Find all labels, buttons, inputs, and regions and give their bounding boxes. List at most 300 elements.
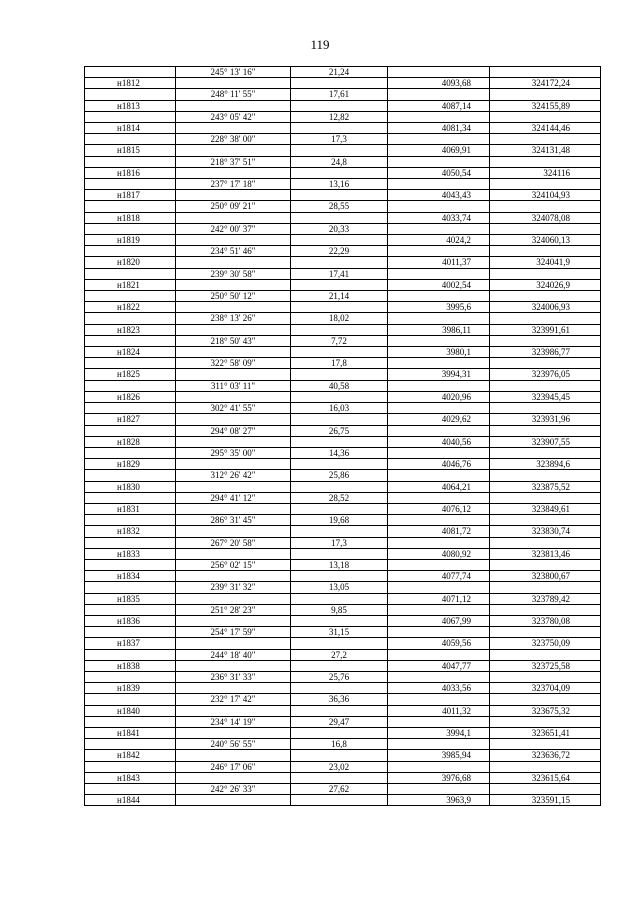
table-row [85,123,601,134]
x-coordinate-cell: 4040,56 [388,436,490,447]
distance-cell: 19,68 [291,515,388,526]
y-coordinate-cell [490,559,601,570]
point-name-cell: н1835 [85,593,176,604]
y-coordinate-cell: 323651,41 [490,727,601,738]
table-row [85,739,601,750]
point-name-cell [85,89,176,100]
x-coordinate-cell: 4071,12 [388,593,490,604]
y-coordinate-cell [490,291,601,302]
point-name-cell: н1831 [85,503,176,514]
distance-cell [291,414,388,425]
x-coordinate-cell: 4081,72 [388,526,490,537]
x-coordinate-cell: 4077,74 [388,571,490,582]
table-row [85,436,601,447]
point-name-cell: н1820 [85,257,176,268]
y-coordinate-cell [490,246,601,257]
direction-angle-cell [176,459,291,470]
distance-cell [291,145,388,156]
y-coordinate-cell [490,649,601,660]
y-coordinate-cell [490,358,601,369]
y-coordinate-cell [490,156,601,167]
distance-cell: 22,29 [291,246,388,257]
point-name-cell [85,201,176,212]
distance-cell: 12,82 [291,111,388,122]
point-name-cell: н1837 [85,638,176,649]
direction-angle-cell [176,369,291,380]
table-row [85,492,601,503]
point-name-cell: н1819 [85,235,176,246]
y-coordinate-cell: 323931,96 [490,414,601,425]
x-coordinate-cell [388,470,490,481]
direction-angle-cell: 240° 56' 55" [176,739,291,750]
table-row [85,537,601,548]
distance-cell [291,727,388,738]
direction-angle-cell: 234° 51' 46" [176,246,291,257]
x-coordinate-cell [388,492,490,503]
distance-cell [291,167,388,178]
direction-angle-cell: 242° 26' 33" [176,784,291,795]
direction-angle-cell: 232° 17' 42" [176,694,291,705]
table-row [85,190,601,201]
distance-cell [291,638,388,649]
y-coordinate-cell: 323704,09 [490,683,601,694]
direction-angle-cell [176,279,291,290]
point-name-cell [85,403,176,414]
direction-angle-cell [176,481,291,492]
y-coordinate-cell [490,313,601,324]
direction-angle-cell: 239° 31' 32" [176,582,291,593]
direction-angle-cell [176,727,291,738]
table-row [85,784,601,795]
y-coordinate-cell: 323907,55 [490,436,601,447]
distance-cell: 17,8 [291,358,388,369]
y-coordinate-cell [490,201,601,212]
y-coordinate-cell: 323800,67 [490,571,601,582]
direction-angle-cell: 245° 13' 16" [176,67,291,78]
y-coordinate-cell: 323991,61 [490,324,601,335]
distance-cell [291,279,388,290]
distance-cell [291,100,388,111]
y-coordinate-cell: 323976,05 [490,369,601,380]
point-name-cell [85,134,176,145]
table-row [85,593,601,604]
direction-angle-cell [176,571,291,582]
distance-cell: 24,8 [291,156,388,167]
direction-angle-cell [176,683,291,694]
table-row [85,324,601,335]
y-coordinate-cell: 323830,74 [490,526,601,537]
distance-cell [291,750,388,761]
direction-angle-cell: 238° 13' 26" [176,313,291,324]
y-coordinate-cell: 323591,15 [490,795,601,806]
point-name-cell [85,761,176,772]
distance-cell: 27,62 [291,784,388,795]
direction-angle-cell: 286° 31' 45" [176,515,291,526]
x-coordinate-cell: 3980,1 [388,347,490,358]
x-coordinate-cell [388,582,490,593]
x-coordinate-cell: 3976,68 [388,772,490,783]
table-row [85,235,601,246]
y-coordinate-cell [490,582,601,593]
table-row [85,268,601,279]
direction-angle-cell: 322° 58' 09" [176,358,291,369]
x-coordinate-cell [388,403,490,414]
x-coordinate-cell [388,111,490,122]
direction-angle-cell [176,257,291,268]
distance-cell [291,772,388,783]
x-coordinate-cell: 3986,11 [388,324,490,335]
point-name-cell [85,582,176,593]
direction-angle-cell: 248° 11' 55" [176,89,291,100]
table-row [85,167,601,178]
direction-angle-cell [176,123,291,134]
distance-cell [291,615,388,626]
y-coordinate-cell [490,537,601,548]
x-coordinate-cell: 4047,77 [388,660,490,671]
distance-cell: 7,72 [291,335,388,346]
table-row [85,470,601,481]
point-name-cell: н1824 [85,347,176,358]
y-coordinate-cell [490,492,601,503]
table-row [85,201,601,212]
distance-cell [291,391,388,402]
x-coordinate-cell [388,67,490,78]
direction-angle-cell [176,750,291,761]
point-name-cell [85,537,176,548]
direction-angle-cell: 295° 35' 00" [176,447,291,458]
y-coordinate-cell: 324144,46 [490,123,601,134]
distance-cell [291,302,388,313]
point-name-cell: н1838 [85,660,176,671]
point-name-cell: н1836 [85,615,176,626]
distance-cell [291,123,388,134]
direction-angle-cell: 244° 18' 40" [176,649,291,660]
point-name-cell [85,156,176,167]
x-coordinate-cell [388,716,490,727]
distance-cell: 26,75 [291,425,388,436]
y-coordinate-cell: 323945,45 [490,391,601,402]
x-coordinate-cell [388,313,490,324]
y-coordinate-cell [490,134,601,145]
direction-angle-cell [176,503,291,514]
x-coordinate-cell: 3994,31 [388,369,490,380]
y-coordinate-cell [490,89,601,100]
y-coordinate-cell: 323894,6 [490,459,601,470]
point-name-cell: н1839 [85,683,176,694]
y-coordinate-cell: 323780,08 [490,615,601,626]
point-name-cell [85,111,176,122]
y-coordinate-cell [490,335,601,346]
x-coordinate-cell: 4067,99 [388,615,490,626]
table-row [85,660,601,671]
point-name-cell [85,291,176,302]
direction-angle-cell [176,414,291,425]
x-coordinate-cell: 4064,21 [388,481,490,492]
point-name-cell: н1832 [85,526,176,537]
distance-cell [291,235,388,246]
x-coordinate-cell [388,358,490,369]
y-coordinate-cell: 323615,64 [490,772,601,783]
point-name-cell: н1825 [85,369,176,380]
table-row [85,716,601,727]
table-row [85,694,601,705]
direction-angle-cell [176,324,291,335]
table-row [85,391,601,402]
y-coordinate-cell [490,716,601,727]
x-coordinate-cell [388,447,490,458]
x-coordinate-cell: 4002,54 [388,279,490,290]
table-row [85,145,601,156]
y-coordinate-cell: 324006,93 [490,302,601,313]
point-name-cell [85,313,176,324]
point-name-cell: н1822 [85,302,176,313]
direction-angle-cell [176,526,291,537]
point-name-cell: н1833 [85,548,176,559]
direction-angle-cell [176,638,291,649]
distance-cell: 17,61 [291,89,388,100]
y-coordinate-cell [490,380,601,391]
distance-cell: 25,76 [291,671,388,682]
distance-cell: 9,85 [291,604,388,615]
table-row [85,179,601,190]
direction-angle-cell: 234° 14' 19" [176,716,291,727]
point-name-cell: н1823 [85,324,176,335]
distance-cell [291,212,388,223]
x-coordinate-cell: 4059,56 [388,638,490,649]
y-coordinate-cell [490,627,601,638]
y-coordinate-cell [490,425,601,436]
x-coordinate-cell: 4011,37 [388,257,490,268]
distance-cell [291,324,388,335]
x-coordinate-cell [388,223,490,234]
point-name-cell [85,739,176,750]
direction-angle-cell [176,391,291,402]
distance-cell: 13,05 [291,582,388,593]
x-coordinate-cell: 3985,94 [388,750,490,761]
x-coordinate-cell [388,134,490,145]
distance-cell [291,795,388,806]
point-name-cell: н1813 [85,100,176,111]
y-coordinate-cell: 324026,9 [490,279,601,290]
distance-cell: 13,16 [291,179,388,190]
direction-angle-cell [176,705,291,716]
y-coordinate-cell: 323849,61 [490,503,601,514]
y-coordinate-cell [490,268,601,279]
point-name-cell [85,604,176,615]
direction-angle-cell [176,100,291,111]
point-name-cell [85,649,176,660]
y-coordinate-cell: 324155,89 [490,100,601,111]
direction-angle-cell [176,212,291,223]
y-coordinate-cell [490,604,601,615]
point-name-cell: н1834 [85,571,176,582]
x-coordinate-cell [388,380,490,391]
x-coordinate-cell: 4043,43 [388,190,490,201]
x-coordinate-cell [388,559,490,570]
point-name-cell: н1827 [85,414,176,425]
point-name-cell [85,268,176,279]
table-row [85,627,601,638]
y-coordinate-cell: 323875,52 [490,481,601,492]
table-row [85,313,601,324]
x-coordinate-cell [388,246,490,257]
distance-cell [291,78,388,89]
point-name-cell [85,179,176,190]
y-coordinate-cell: 324060,13 [490,235,601,246]
distance-cell: 28,52 [291,492,388,503]
x-coordinate-cell: 4024,2 [388,235,490,246]
direction-angle-cell [176,78,291,89]
direction-angle-cell: 246° 17' 06" [176,761,291,772]
table-row [85,89,601,100]
table-row [85,526,601,537]
y-coordinate-cell [490,739,601,750]
x-coordinate-cell [388,671,490,682]
table-row [85,559,601,570]
x-coordinate-cell: 4081,34 [388,123,490,134]
y-coordinate-cell: 324131,48 [490,145,601,156]
direction-angle-cell [176,235,291,246]
point-name-cell: н1812 [85,78,176,89]
point-name-cell [85,694,176,705]
x-coordinate-cell: 4076,12 [388,503,490,514]
y-coordinate-cell: 323725,58 [490,660,601,671]
x-coordinate-cell: 4033,56 [388,683,490,694]
distance-cell: 16,8 [291,739,388,750]
x-coordinate-cell [388,515,490,526]
direction-angle-cell [176,795,291,806]
direction-angle-cell [176,347,291,358]
table-row [85,481,601,492]
x-coordinate-cell [388,761,490,772]
direction-angle-cell: 251° 28' 23" [176,604,291,615]
direction-angle-cell [176,615,291,626]
direction-angle-cell: 256° 02' 15" [176,559,291,570]
table-row [85,671,601,682]
x-coordinate-cell [388,156,490,167]
x-coordinate-cell [388,627,490,638]
point-name-cell: н1817 [85,190,176,201]
distance-cell [291,705,388,716]
x-coordinate-cell: 4033,74 [388,212,490,223]
x-coordinate-cell [388,739,490,750]
table-row [85,347,601,358]
distance-cell [291,459,388,470]
table-row [85,425,601,436]
direction-angle-cell [176,593,291,604]
point-name-cell: н1828 [85,436,176,447]
y-coordinate-cell: 324104,93 [490,190,601,201]
table-row [85,380,601,391]
x-coordinate-cell: 4050,54 [388,167,490,178]
table-row [85,358,601,369]
x-coordinate-cell [388,268,490,279]
direction-angle-cell: 218° 50' 43" [176,335,291,346]
table-row [85,223,601,234]
table-row [85,414,601,425]
distance-cell: 13,18 [291,559,388,570]
table-row [85,246,601,257]
point-name-cell: н1843 [85,772,176,783]
point-name-cell: н1821 [85,279,176,290]
y-coordinate-cell [490,694,601,705]
x-coordinate-cell [388,291,490,302]
y-coordinate-cell: 324116 [490,167,601,178]
direction-angle-cell [176,548,291,559]
distance-cell: 17,3 [291,134,388,145]
y-coordinate-cell: 323675,32 [490,705,601,716]
point-name-cell: н1844 [85,795,176,806]
x-coordinate-cell: 4093,68 [388,78,490,89]
table-row [85,638,601,649]
x-coordinate-cell [388,201,490,212]
table-row [85,279,601,290]
point-name-cell [85,246,176,257]
table-row [85,134,601,145]
point-name-cell: н1826 [85,391,176,402]
point-name-cell [85,425,176,436]
table-row [85,649,601,660]
distance-cell: 27,2 [291,649,388,660]
point-name-cell: н1840 [85,705,176,716]
y-coordinate-cell [490,671,601,682]
point-name-cell [85,515,176,526]
y-coordinate-cell [490,470,601,481]
distance-cell: 17,41 [291,268,388,279]
x-coordinate-cell [388,537,490,548]
direction-angle-cell: 243° 05' 42" [176,111,291,122]
x-coordinate-cell: 4087,14 [388,100,490,111]
point-name-cell: н1816 [85,167,176,178]
direction-angle-cell: 267° 20' 58" [176,537,291,548]
point-name-cell: н1841 [85,727,176,738]
table-row [85,750,601,761]
y-coordinate-cell [490,67,601,78]
direction-angle-cell [176,190,291,201]
distance-cell: 40,58 [291,380,388,391]
x-coordinate-cell: 3994,1 [388,727,490,738]
y-coordinate-cell: 323813,46 [490,548,601,559]
distance-cell: 16,03 [291,403,388,414]
direction-angle-cell [176,302,291,313]
distance-cell: 21,14 [291,291,388,302]
page-number: 119 [310,37,330,52]
table-row [85,447,601,458]
direction-angle-cell: 302° 41' 55" [176,403,291,414]
y-coordinate-cell [490,784,601,795]
y-coordinate-cell [490,447,601,458]
point-name-cell [85,671,176,682]
distance-cell: 25,86 [291,470,388,481]
table-row [85,582,601,593]
y-coordinate-cell: 323986,77 [490,347,601,358]
y-coordinate-cell [490,223,601,234]
table-row [85,571,601,582]
direction-angle-cell: 250° 50' 12" [176,291,291,302]
x-coordinate-cell: 3995,6 [388,302,490,313]
point-name-cell: н1842 [85,750,176,761]
table-row [85,459,601,470]
coordinates-table [84,66,601,806]
direction-angle-cell [176,772,291,783]
table-row [85,615,601,626]
table-row [85,291,601,302]
table-row [85,67,601,78]
y-coordinate-cell: 323789,42 [490,593,601,604]
direction-angle-cell: 239° 30' 58" [176,268,291,279]
table-row [85,548,601,559]
x-coordinate-cell [388,335,490,346]
